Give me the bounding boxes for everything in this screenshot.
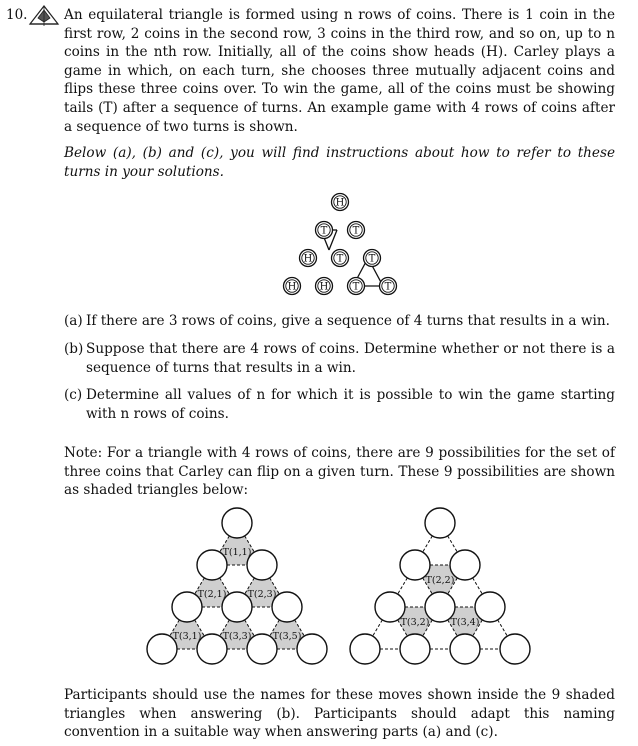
part-c-text: Determine all values of n for which it is possible to win the game starting with n rows of coins.	[86, 387, 615, 422]
coin	[400, 634, 430, 664]
example-coin	[300, 250, 317, 267]
example-coin	[332, 194, 349, 211]
question-number: 10.	[6, 7, 28, 23]
coin	[475, 592, 505, 622]
move-label: T(3,3)	[222, 631, 252, 642]
coin	[247, 550, 277, 580]
move-label: T(3,5)	[272, 631, 302, 642]
move-label: T(2,2)	[425, 575, 455, 586]
example-coin-face: T	[384, 281, 392, 293]
part-b-text: Suppose that there are 4 rows of coins. Determine whether or not there is a sequence of turns that results in a win.	[86, 341, 615, 376]
example-coin-face: T	[368, 253, 376, 265]
example-coin-face: T	[352, 281, 360, 293]
example-coin	[364, 250, 381, 267]
example-coin-face: T	[352, 225, 360, 237]
problem-intro: An equilateral triangle is formed using n rows of coins. There is 1 coin in the first row, 2 coins in the second row, 3 coins in the third row, and so on, up to n coins in the nth row. Initially, all of the coins show heads (H). Carley plays a game in which, on each turn, she chooses three mutually adjacent coins and flips these three coins over. To win the game, all of the coins must be showing tails (T) after a sequence of turns. An example game with 4 rows of coins after a sequence of two turns is shown.	[64, 7, 615, 135]
move-label: T(3,1)	[172, 631, 202, 642]
example-coin-face: T	[336, 253, 344, 265]
instructions-text: Below (a), (b) and (c), you will find instructions about how to refer to these turns in your solutions.	[64, 145, 615, 180]
coin	[500, 634, 530, 664]
move-label: T(2,1)	[197, 589, 227, 600]
move-label: T(3,2)	[400, 617, 430, 628]
move-label: T(2,3)	[247, 589, 277, 600]
upward-moves-diagram	[140, 505, 340, 675]
coin	[425, 508, 455, 538]
part-c	[64, 386, 615, 423]
downward-moves-diagram	[343, 505, 543, 675]
part-a-label: (a)	[64, 313, 83, 329]
example-coin-face: H	[287, 281, 297, 293]
example-coin	[284, 278, 301, 295]
example-coin	[316, 222, 333, 239]
example-coin	[316, 278, 333, 295]
closing-text: Participants should use the names for these moves shown inside the 9 shaded triangles when answering (b). Participants should adapt this naming convention in a suitable way when answering parts (a) and (c).	[64, 687, 615, 741]
coin	[450, 634, 480, 664]
example-coin	[380, 278, 397, 295]
part-c-label: (c)	[64, 387, 83, 403]
example-coin	[332, 250, 349, 267]
example-coin-face: T	[320, 225, 328, 237]
part-b-label: (b)	[64, 341, 84, 357]
coin	[272, 592, 302, 622]
coin	[297, 634, 327, 664]
move-label: T(3,4)	[450, 617, 480, 628]
coin	[222, 508, 252, 538]
note-text: Note: For a triangle with 4 rows of coins, there are 9 possibilities for the set of three coins that Carley can flip on a given turn. These 9 possibilities are shown as shaded triangles below:	[64, 445, 615, 499]
example-coin-triangle	[270, 188, 410, 298]
coin	[350, 634, 380, 664]
part-b	[64, 340, 615, 377]
bookmark-marker-icon	[28, 2, 60, 28]
part-a-text: If there are 3 rows of coins, give a sequence of 4 turns that results in a win.	[86, 313, 610, 329]
coin	[450, 550, 480, 580]
example-coin	[348, 278, 365, 295]
move-label: T(1,1)	[222, 547, 252, 558]
example-coin-face: H	[335, 197, 345, 209]
example-coin-face: H	[319, 281, 329, 293]
example-coin-face: H	[303, 253, 313, 265]
example-coin	[348, 222, 365, 239]
part-a	[64, 312, 615, 331]
